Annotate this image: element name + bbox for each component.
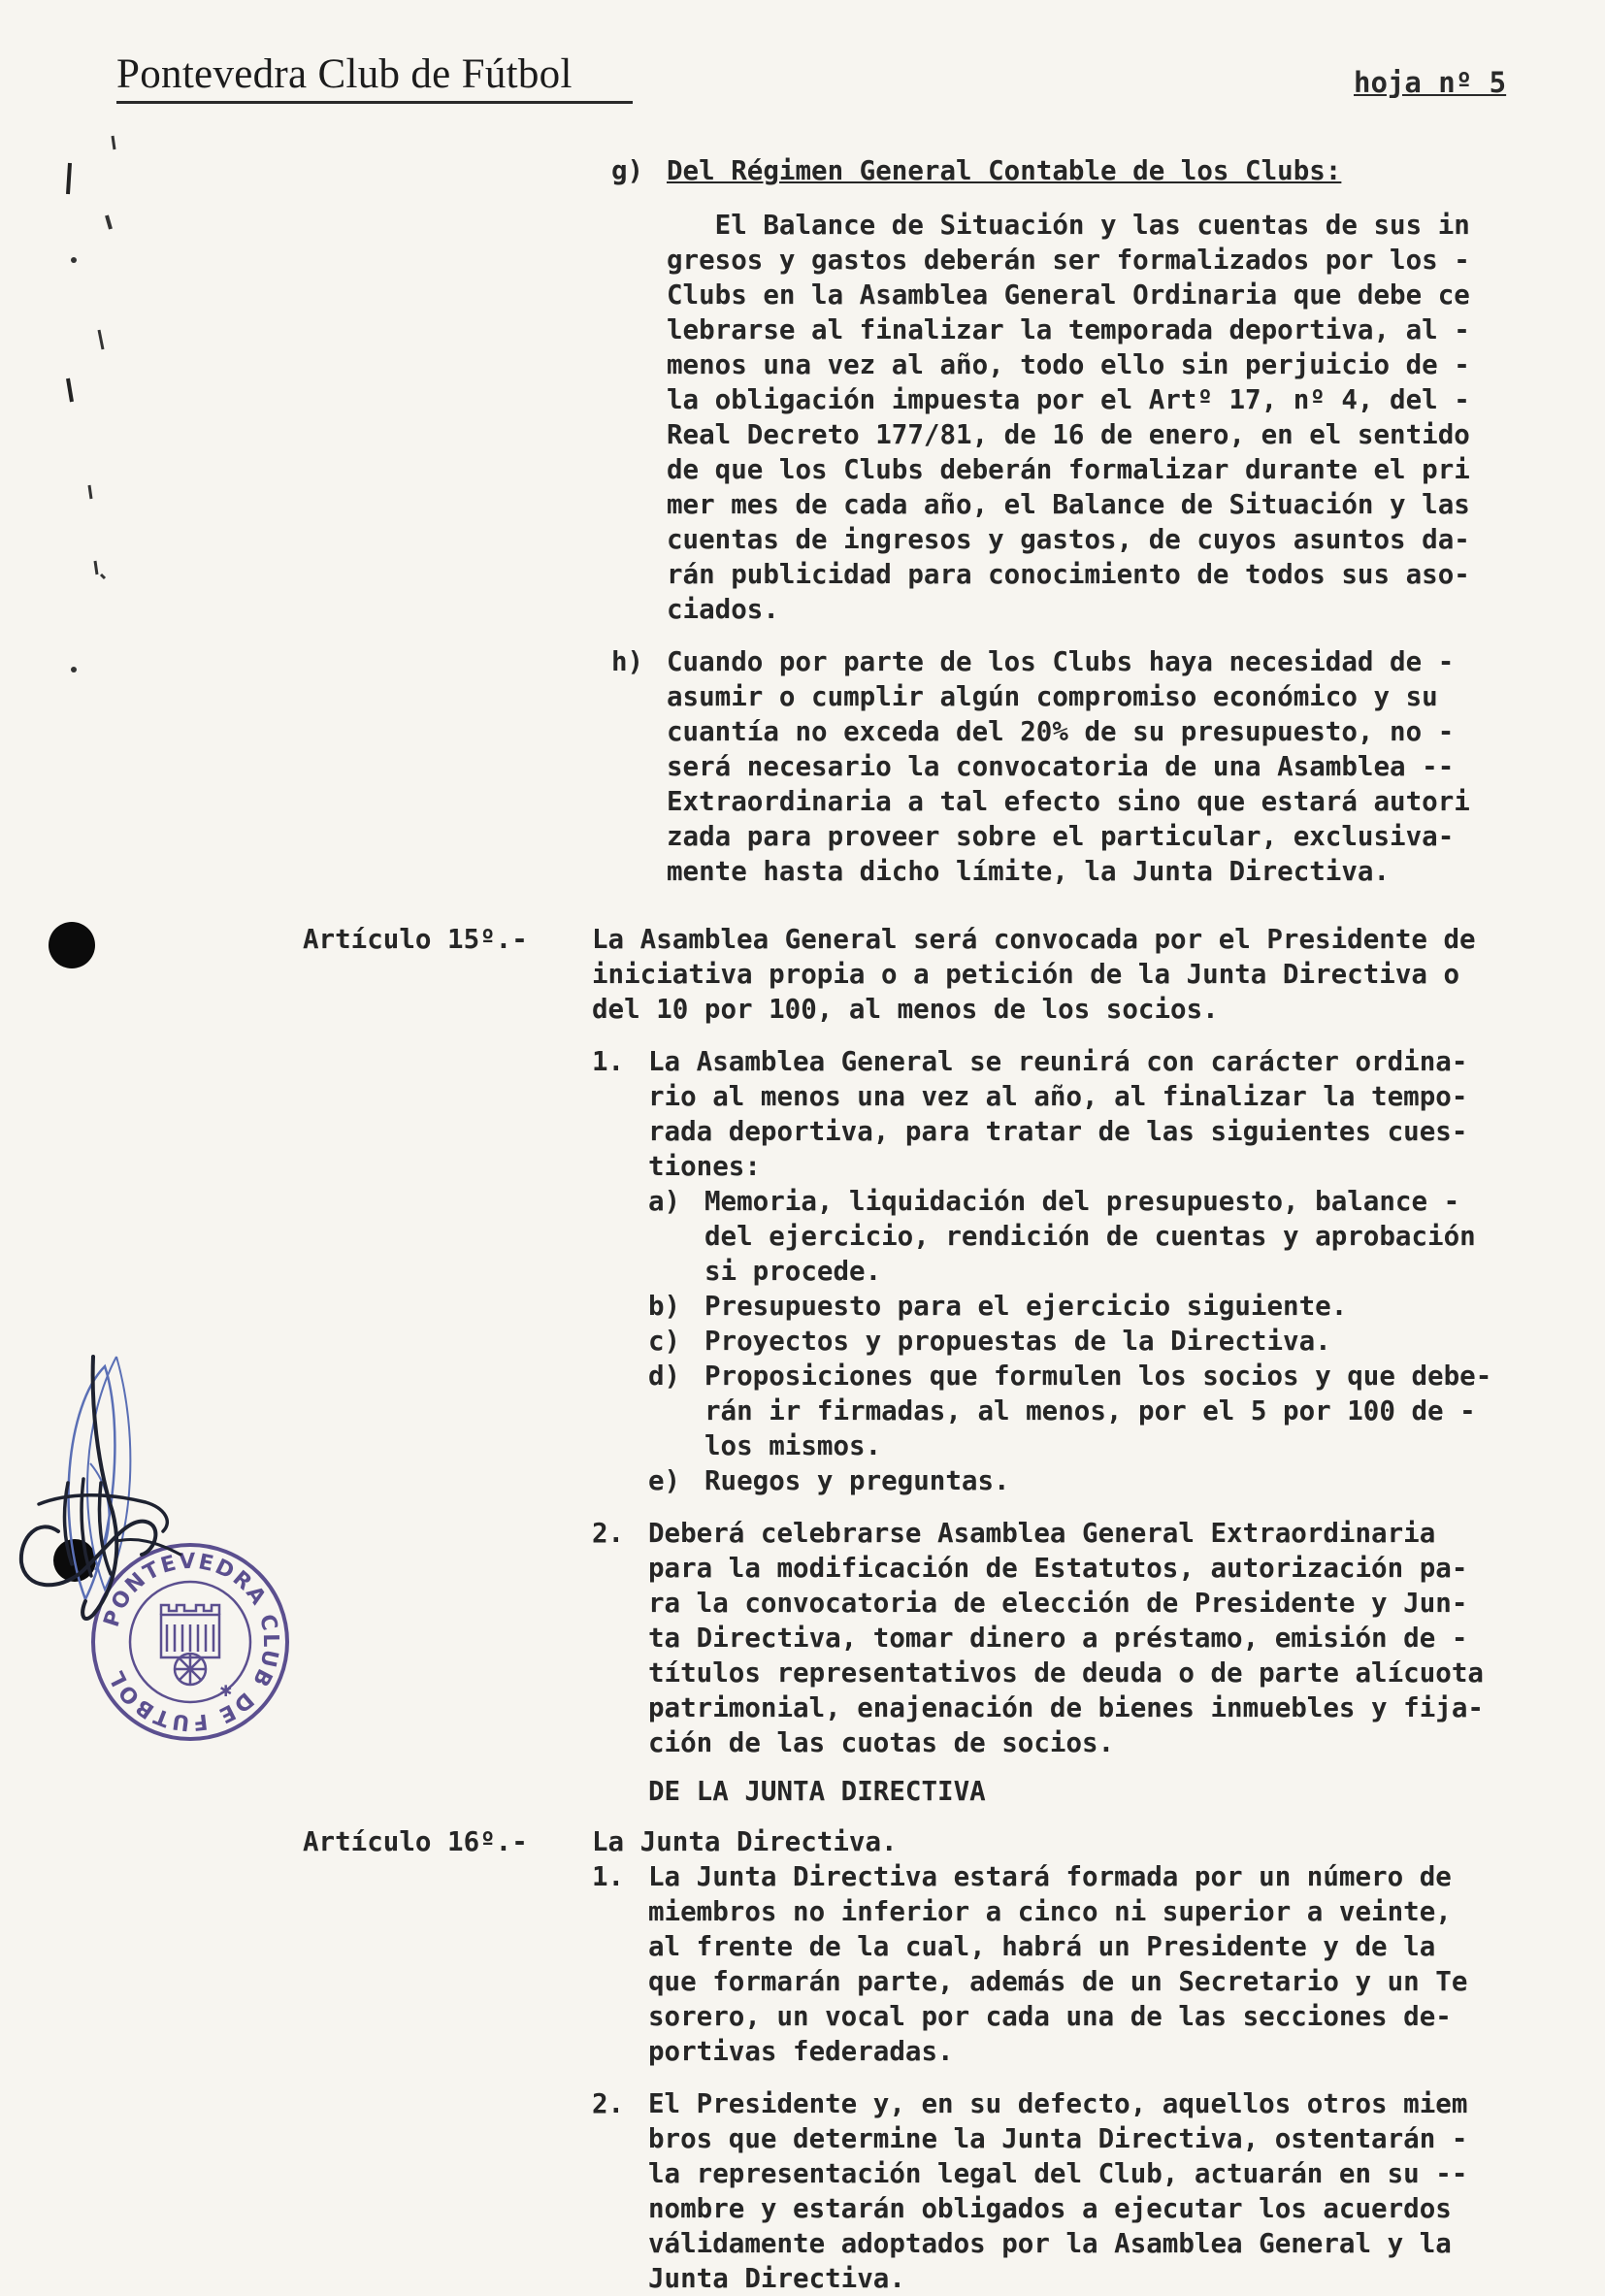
text-line: Real Decreto 177/81, de 16 de enero, en el sentido [667, 419, 1470, 450]
section-heading-junta: DE LA JUNTA DIRECTIVA [648, 1776, 986, 1807]
letterhead-rule [116, 101, 633, 104]
text-line: La Asamblea General será convocada por el Presidente de [592, 924, 1476, 955]
text-line: la obligación impuesta por el Artº 17, nº 4, del - [667, 384, 1470, 415]
text-line: Proyectos y propuestas de la Directiva. [704, 1326, 1331, 1357]
text-line: que formarán parte, además de un Secretario y un Te [648, 1966, 1468, 1997]
text-line: lebrarse al finalizar la temporada deportiva, al - [667, 314, 1470, 345]
text-line: cuantía no exceda del 20% de su presupuesto, no - [667, 716, 1455, 747]
article-16-item-2-label: 2. [592, 2088, 625, 2119]
text-line: mer mes de cada año, el Balance de Situación y las [667, 489, 1470, 520]
text-line: patrimonial, enajenación de bienes inmuebles y fija- [648, 1692, 1484, 1723]
text-line: El Presidente y, en su defecto, aquellos otros miem [648, 2088, 1468, 2119]
text-line: válidamente adoptados por la Asamblea General y la [648, 2228, 1452, 2259]
text-line: El Balance de Situación y las cuentas de sus in [667, 210, 1470, 241]
text-line: La Junta Directiva estará formada por un número de [648, 1861, 1452, 1892]
text-line: rada deportiva, para tratar de las siguientes cues- [648, 1116, 1468, 1147]
svg-text:✱: ✱ [219, 1682, 233, 1700]
text-line: cuentas de ingresos y gastos, de cuyos asuntos da- [667, 524, 1470, 555]
text-line: los mismos. [704, 1430, 882, 1461]
text-line: Presupuesto para el ejercicio siguiente. [704, 1291, 1348, 1322]
article-16-heading: Artículo 16º.- [303, 1826, 528, 1857]
subitem-d-label: d) [648, 1361, 681, 1392]
text-line: será necesario la convocatoria de una Asamblea -- [667, 751, 1455, 782]
text-line: Junta Directiva. [648, 2263, 905, 2294]
section-g-label: g) [611, 155, 644, 186]
text-line: nombre y estarán obligados a ejecutar los acuerdos [648, 2193, 1452, 2224]
text-line: rio al menos una vez al año, al finalizar la tempo- [648, 1081, 1468, 1112]
article-15-item-1-label: 1. [592, 1046, 625, 1077]
page-number: hoja nº 5 [1354, 66, 1507, 99]
club-letterhead: Pontevedra Club de Fútbol [116, 51, 573, 97]
margin-ink-marks [39, 126, 136, 679]
text-line: menos una vez al año, todo ello sin perjuicio de - [667, 349, 1470, 380]
text-line: de que los Clubs deberán formalizar durante el pri [667, 454, 1470, 485]
handwritten-signature [0, 1347, 194, 1657]
section-h-label: h) [611, 646, 644, 677]
text-line: títulos representativos de deuda o de parte alícuota [648, 1657, 1484, 1689]
text-line: del ejercicio, rendición de cuentas y aprobación [704, 1221, 1476, 1252]
subitem-c-label: c) [648, 1326, 681, 1357]
text-line: ra la convocatoria de elección de Presidente y Jun- [648, 1588, 1468, 1619]
article-16-item-1-label: 1. [592, 1861, 625, 1892]
text-line: Proposiciones que formulen los socios y que debe- [704, 1361, 1492, 1392]
text-line: tiones: [648, 1151, 761, 1182]
text-line: del 10 por 100, al menos de los socios. [592, 994, 1219, 1025]
text-line: miembros no inferior a cinco ni superior a veinte, [648, 1896, 1452, 1927]
binder-hole-top [49, 922, 95, 968]
subitem-e-label: e) [648, 1465, 681, 1496]
text-line: para la modificación de Estatutos, autorización pa- [648, 1553, 1468, 1584]
text-line: sorero, un vocal por cada una de las secciones de- [648, 2001, 1452, 2032]
text-line: ta Directiva, tomar dinero a préstamo, emisión de - [648, 1623, 1468, 1654]
text-line: zada para proveer sobre el particular, exclusiva- [667, 821, 1455, 852]
text-line: mente hasta dicho límite, la Junta Directiva. [667, 856, 1391, 887]
text-line: iniciativa propia o a petición de la Junta Directiva o [592, 959, 1460, 990]
text-line: bros que determine la Junta Directiva, ostentarán - [648, 2123, 1468, 2154]
text-line: Clubs en la Asamblea General Ordinaria que debe ce [667, 279, 1470, 311]
text-line: portivas federadas. [648, 2036, 954, 2067]
text-line: ciados. [667, 594, 779, 625]
section-g-title: Del Régimen General Contable de los Clubs: [667, 155, 1342, 186]
text-line: asumir o cumplir algún compromiso económico y su [667, 681, 1438, 712]
text-line: Ruegos y preguntas. [704, 1465, 1010, 1496]
article-15-heading: Artículo 15º.- [303, 924, 528, 955]
text-line: al frente de la cual, habrá un Presidente y de la [648, 1931, 1436, 1962]
subitem-b-label: b) [648, 1291, 681, 1322]
text-line: rán publicidad para conocimiento de todos sus aso- [667, 559, 1470, 590]
text-line: Cuando por parte de los Clubs haya necesidad de - [667, 646, 1455, 677]
text-line: rán ir firmadas, al menos, por el 5 por 100 de - [704, 1395, 1476, 1427]
text-line: Extraordinaria a tal efecto sino que estará autori [667, 786, 1470, 817]
stamp-text: PONTEVEDRA CLUB DE FUTBOL [99, 1549, 283, 1735]
text-line: Deberá celebrarse Asamblea General Extraordinaria [648, 1518, 1436, 1549]
article-15-item-2-label: 2. [592, 1518, 625, 1549]
article-16-intro: La Junta Directiva. [592, 1826, 898, 1857]
text-line: si procede. [704, 1256, 882, 1287]
text-line: la representación legal del Club, actuarán en su -- [648, 2158, 1468, 2189]
text-line: ción de las cuotas de socios. [648, 1727, 1115, 1758]
text-line: gresos y gastos deberán ser formalizados por los - [667, 245, 1470, 276]
text-line: Memoria, liquidación del presupuesto, balance - [704, 1186, 1460, 1217]
text-line: La Asamblea General se reunirá con carácter ordina- [648, 1046, 1468, 1077]
subitem-a-label: a) [648, 1186, 681, 1217]
